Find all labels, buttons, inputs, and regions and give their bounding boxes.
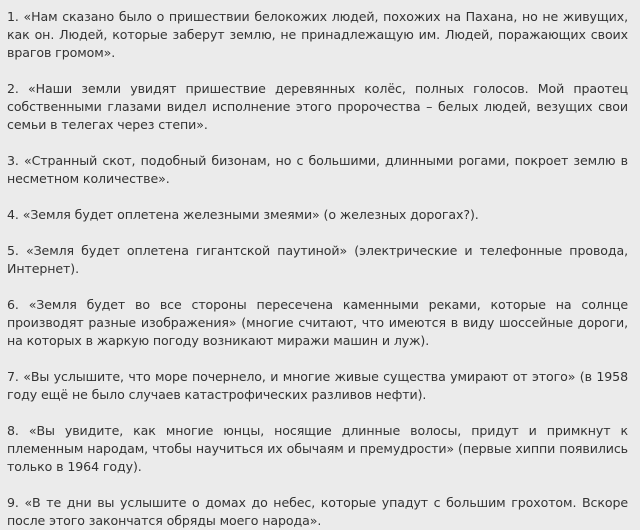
prophecy-item-8: 8. «Вы увидите, как многие юнцы, носящие длинные волосы, придут и примкнут к племенным народам, чтобы научиться их обычаям и премудрости» (первые хиппи появились только в 1964 году). <box>7 423 628 474</box>
prophecy-item-3: 3. «Странный скот, подобный бизонам, но с большими, длинными рогами, покроет землю в несметном количестве». <box>7 153 628 186</box>
prophecy-item-1: 1. «Нам сказано было о пришествии белокожих людей, похожих на Пахана, но не живущих, как он. Людей, которые заберут землю, не принадлежащую им. Людей, поражающих своих врагов громом». <box>7 9 628 60</box>
prophecy-item-2: 2. «Наши земли увидят пришествие деревянных колёс, полных голосов. Мой праотец собственными глазами видел исполнение этого пророчества – белых людей, везущих свои семьи в телегах через степи». <box>7 81 628 132</box>
prophecy-item-4: 4. «Земля будет оплетена железными змеями» (о железных дорогах?). <box>7 207 479 222</box>
prophecy-item-5: 5. «Земля будет оплетена гигантской паутиной» (электрические и телефонные провода, Интернет). <box>7 243 628 276</box>
prophecy-item-7: 7. «Вы услышите, что море почернело, и многие живые существа умирают от этого» (в 1958 году ещё не было случаев катастрофических разливов нефти). <box>7 369 628 402</box>
prophecy-item-9: 9. «В те дни вы услышите о домах до небес, которые упадут с большим грохотом. Вскоре после этого закончатся обряды моего народа». <box>7 495 628 528</box>
prophecy-item-6: 6. «Земля будет во все стороны пересечена каменными реками, которые на солнце производят разные изображения» (многие считают, что имеются в виду шоссейные дороги, на которых в жаркую погоду возникают миражи машин и луж). <box>7 297 628 348</box>
